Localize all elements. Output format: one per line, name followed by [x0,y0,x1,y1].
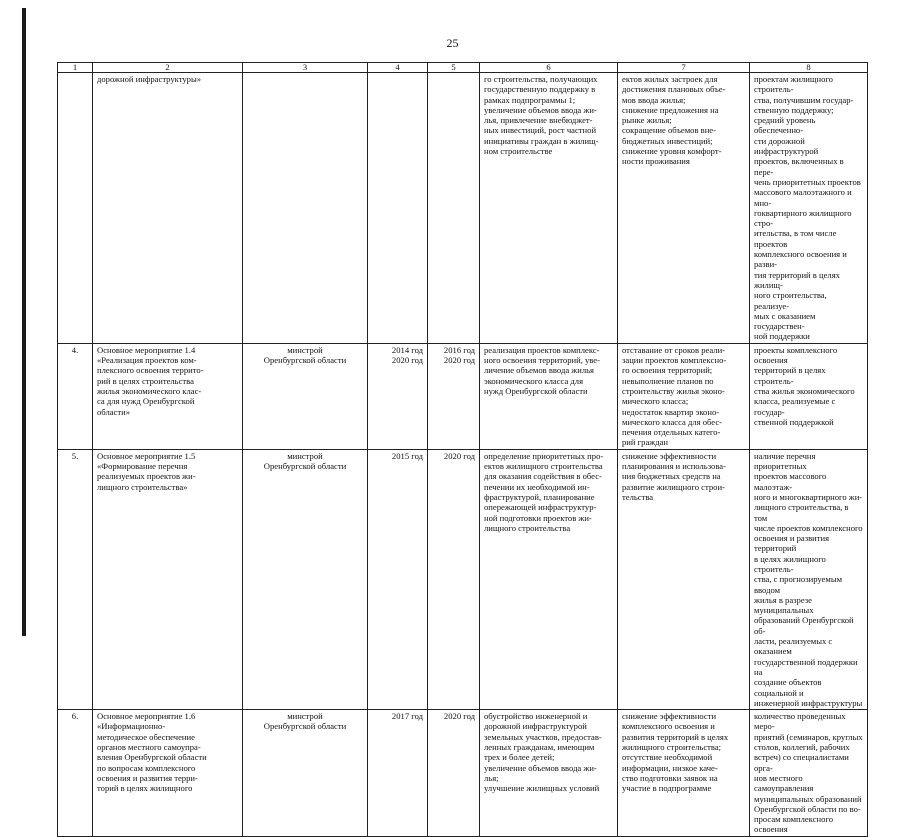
indicators: наличие перечня приоритетных проектов массового малоэтаж- ного и многоквартирного жи- лищного строительства, в том числе проектов комплексного освоения и развития территорий в целях жилищного строитель- ства, с прогнозируемым вводом жилья в разрезе муниципальных образований Оренбургской об- ласти, реализуемых с оказанием государственной поддержки на создание объектов социальной и инженерной инфраструктуры [750,449,868,709]
header-cell-4: 4 [368,63,428,73]
indicators: количество проведенных меро- приятий (семинаров, круглых столов, коллегий, рабочих встреч) со специалистами орга- нов местного самоуправления муниципальных образований Оренбургской области по во- просам комплексного освоения [750,710,868,837]
start-year: 2017 год [368,710,428,837]
executor: минстрой Оренбургской области [243,449,368,709]
row-number: 6. [58,710,93,837]
measure-name: дорожной инфраструктуры» [93,73,243,344]
row-number: 4. [58,343,93,449]
expected-result: го строительства, получающих государственную поддержку в рамках подпрограммы 1; увеличение объемов ввода жи- лья, привлечение внебюджет- ных инвестиций, рост частной инициативы граждан в жилищ- ном строительстве [480,73,618,344]
executor: минстрой Оренбургской области [243,710,368,837]
expected-result: определение приоритетных про- ектов жилищного строительства для оказания содействия в обес- печении их необходимой ин- фраструктурой, планирование опережающей инфраструктур- ной подготовки проектов жи- лищного строительства [480,449,618,709]
consequences: отставание от сроков реали- зации проектов комплекcно- го освоения территорий; невыполнение планов по строительству жилья эконо- мического класса; недостаток квартир эконо- мического класса для обес- печения отдельных катего- рий граждан [618,343,750,449]
header-cell-6: 6 [480,63,618,73]
consequences: снижение эффективности комплексного освоения и развития территорий в целях жилищного строительства; отсутствие необходимой информации, низкое каче- ство подготовки заявок на участие в подпрограмме [618,710,750,837]
consequences: ектов жилых застроек для достижения плановых объе- мов ввода жилья; снижение предложения на рынке жилья; сокращение объемов вне- бюджетных инвестиций; снижение уровня комфорт- ности проживания [618,73,750,344]
header-cell-7: 7 [618,63,750,73]
expected-result: обустройство инженерной и дорожной инфраструктурой земельных участков, предостав- ленных гражданам, имеющим трех и более детей; увеличение объемов ввода жи- лья; улучшение жилищных условий [480,710,618,837]
table-row [58,73,868,344]
end-year: 2020 год [428,449,480,709]
binding-bar [22,8,26,636]
indicators: проекты комплексного освоения территорий в целях строитель- ства жилья экономического класса, реализуемые с государ- ственной поддержкой [750,343,868,449]
header-cell-5: 5 [428,63,480,73]
table-row [58,710,868,837]
page-number: 25 [446,36,459,50]
start-year [368,73,428,344]
start-year: 2015 год [368,449,428,709]
end-year: 2020 год [428,710,480,837]
measure-name: Основное мероприятие 1.5 «Формирование перечня реализуемых проектов жи- лищного строительства» [93,449,243,709]
measure-name: Основное мероприятие 1.6 «Информационно- методическое обеспечение органов местного самоупра- вления Оренбургской области по вопросам комплексного освоения и развития терри- торий в целях жилищного [93,710,243,837]
table-row [58,449,868,709]
header-row [58,63,868,73]
end-year: 2016 год 2020 год [428,343,480,449]
row-number [58,73,93,344]
row-number: 5. [58,449,93,709]
executor: минстрой Оренбургской области [243,343,368,449]
measure-name: Основное мероприятие 1.4 «Реализация проектов ком- плексного освоения террито- рий в целях строительства жилья экономического клас- са для нужд Оренбургской области» [93,343,243,449]
header-cell-2: 2 [93,63,243,73]
start-year: 2014 год 2020 год [368,343,428,449]
consequences: снижение эффективности планирования и использова- ния бюджетных средств на развитие жилищного строи- тельства [618,449,750,709]
header-cell-8: 8 [750,63,868,73]
expected-result: реализация проектов комплекс- ного освоения территорий, уве- личение объемов ввода жилья экономического класса для нужд Оренбургской области [480,343,618,449]
indicators: проектам жилищного строитель- ства, получившим государ- ственную поддержку; средний уровень обеспеченно- сти дорожной инфраструктурой проектов, включенных в пере- чень приоритетных проектов массового малоэтажного и мно- гоквартирного жилищного стро- ительства, в том числе проектов комплексного освоения и разви- тия территорий в целях жилищ- ного строительства, реализуе- мых с оказанием государствен- ной поддержки [750,73,868,344]
header-cell-1: 1 [58,63,93,73]
end-year [428,73,480,344]
header-cell-3: 3 [243,63,368,73]
measures-table [57,62,868,837]
table-row [58,343,868,449]
executor [243,73,368,344]
